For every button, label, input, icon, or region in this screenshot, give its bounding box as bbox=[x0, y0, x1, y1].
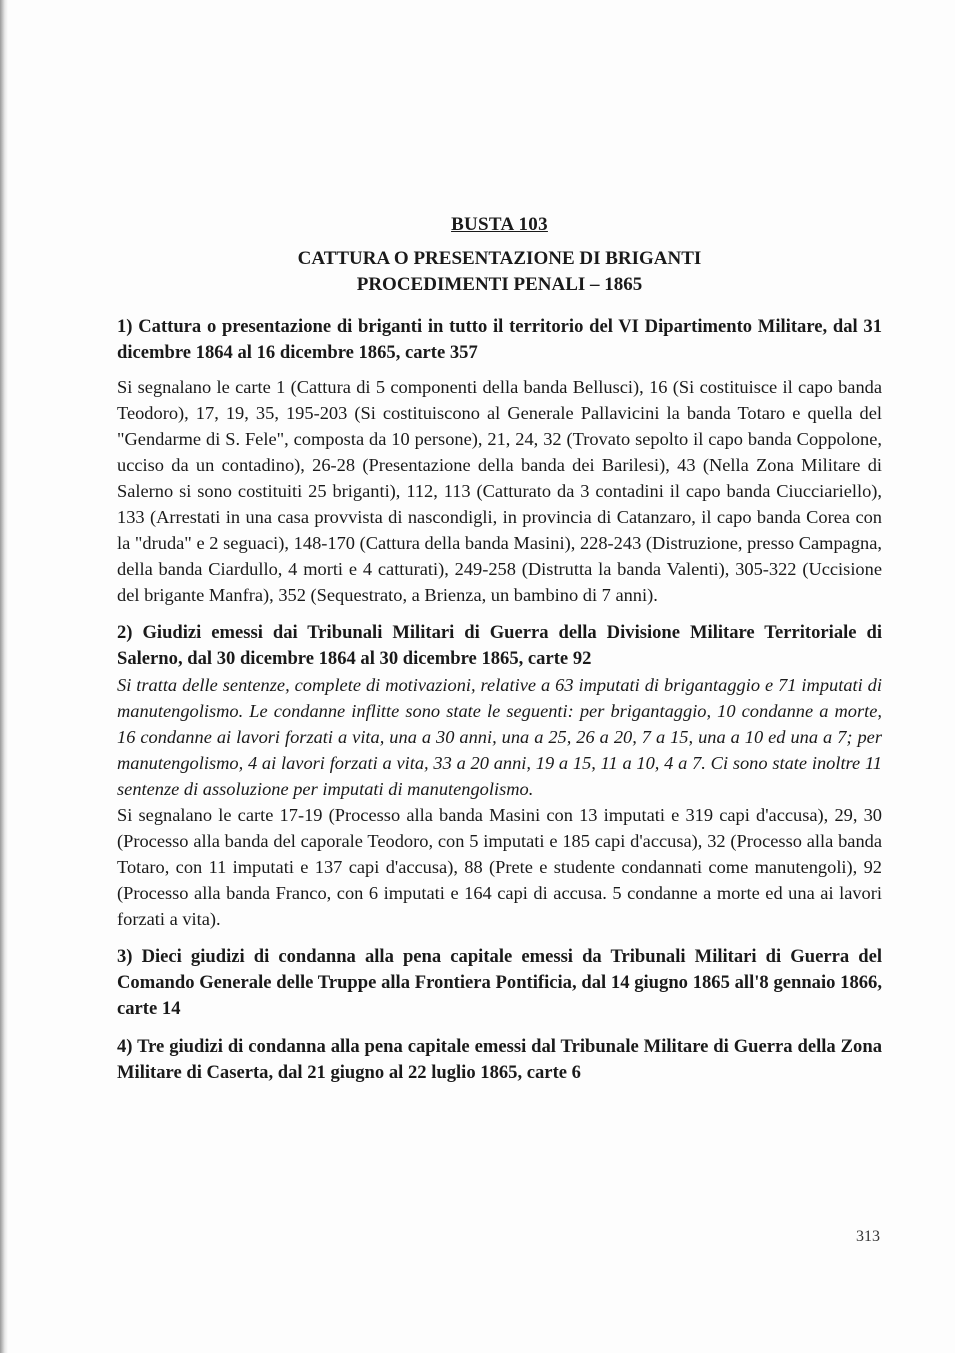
section-heading bbox=[117, 246, 882, 298]
item-2-body: Si segnalano le carte 17-19 (Processo alla banda Masini con 13 imputati e 319 capi d'accusa), 29, 30 (Processo alla banda del caporale Teodoro, con 5 imputati e 185 capi d'accusa), 32 (Processo alla banda Totaro, con 11 imputati e 137 capi d'accusa), 88 (Prete e studente condannati come manutengoli), 92 (Processo alla banda Franco, con 6 imputati e 164 capi di accusa. 5 condanne a morte ed una ai lavori forzati a vita). bbox=[117, 805, 882, 929]
item-3 bbox=[117, 944, 882, 1022]
heading-line-1: CATTURA O PRESENTAZIONE DI BRIGANTI bbox=[297, 248, 702, 269]
item-4-title: 4) Tre giudizi di condanna alla pena capitale emessi dal Tribunale Militare di Guerra della Zona Militare di Caserta, dal 21 giugno al 22 luglio 1865, carte 6 bbox=[117, 1036, 882, 1083]
heading-line-2: PROCEDIMENTI PENALI – 1865 bbox=[356, 274, 643, 295]
item-2 bbox=[117, 620, 882, 932]
busta-title: BUSTA 103 bbox=[451, 214, 548, 235]
item-1 bbox=[117, 314, 882, 608]
item-1-title: 1) Cattura o presentazione di briganti in tutto il territorio del VI Dipartimento Militare, dal 31 dicembre 1864 al 16 dicembre 1865, carte 357 bbox=[117, 316, 882, 363]
item-4 bbox=[117, 1034, 882, 1086]
item-2-summary: Si tratta delle sentenze, complete di motivazioni, relative a 63 imputati di brigantaggio e 71 imputati di manutengolismo. Le condanne inflitte sono state le seguenti: per brigantaggio, 10 condanne a morte, 16 condanne ai lavori forzati a vita, una a 30 anni, una a 25, 26 a 20, 7 a 15, una a 10 ed una a 7; per manutengolismo, 4 ai lavori forzati a vita, 33 a 20 anni, 19 a 15, 11 a 10, 4 a 7. Ci sono state inoltre 11 sentenze di assoluzione per imputati di manutengolismo. bbox=[117, 675, 882, 799]
item-3-title: 3) Dieci giudizi di condanna alla pena capitale emessi da Tribunali Militari di Guerra del Comando Generale delle Truppe alla Frontiera Pontificia, dal 14 giugno 1865 all'8 gennaio 1866, carte 14 bbox=[117, 946, 882, 1019]
item-2-title: 2) Giudizi emessi dai Tribunali Militari di Guerra della Divisione Militare Territoriale di Salerno, dal 30 dicembre 1864 al 30 dicembre 1865, carte 92 bbox=[117, 622, 882, 669]
document-content bbox=[117, 214, 882, 1086]
page-edge-shadow bbox=[0, 0, 8, 1353]
item-1-body: Si segnalano le carte 1 (Cattura di 5 componenti della banda Bellusci), 16 (Si costituisce il capo banda Teodoro), 17, 19, 35, 195-203 (Si costituiscono al Generale Pallavicini la banda Totaro e quella del "Gendarme di S. Fele", composta da 10 persone), 21, 24, 32 (Trovato sepolto il capo banda Coppolone, ucciso da un contadino), 26-28 (Presentazione della banda dei Barilesi), 43 (Nella Zona Militare di Salerno si sono costituiti 25 briganti), 112, 113 (Catturato da 3 contadini il capo banda Ciucciariello), 133 (Arrestati in una casa provvista di nascondigli, in provincia di Catanzaro, il capo banda Corea con la "druda" e 2 seguaci), 148-170 (Cattura della banda Masini), 228-243 (Distruzione, presso Campagna, della banda Ciardullo, 4 morti e 4 catturati), 249-258 (Distrutta la banda Valenti), 305-322 (Uccisione del brigante Manfra), 352 (Sequestrato, a Brienza, un bambino di 7 anni). bbox=[117, 377, 882, 605]
page-number: 313 bbox=[856, 1228, 880, 1245]
